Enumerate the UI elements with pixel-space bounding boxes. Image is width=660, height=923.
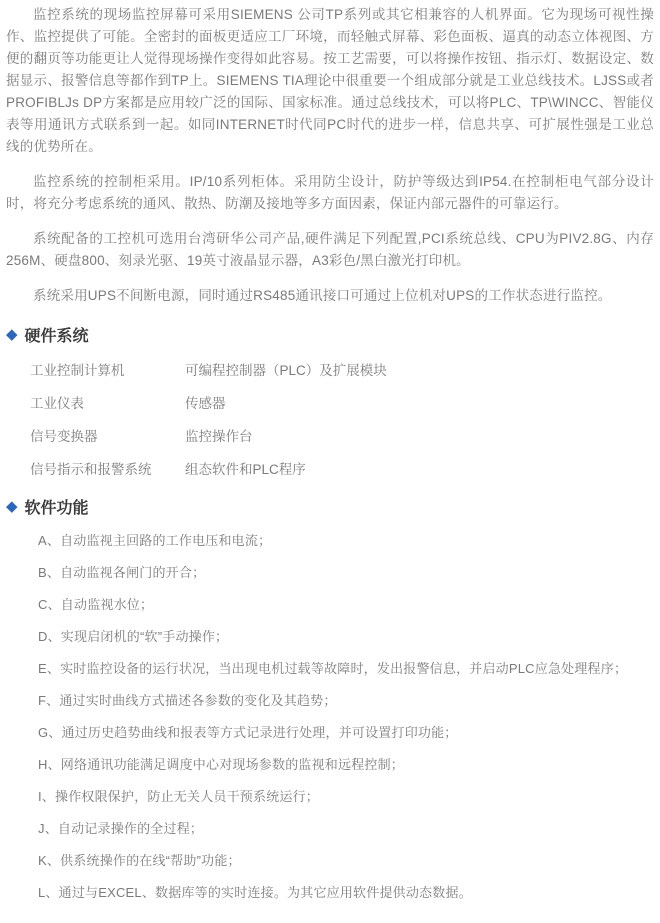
list-item: B、自动监视各闸门的开合； [38, 565, 206, 580]
row-label: 工业控制计算机 [30, 363, 125, 378]
list-item: F、通过实时曲线方式描述各参数的变化及其趋势； [38, 693, 337, 708]
software-function-list [6, 531, 654, 902]
section-header-software [6, 495, 654, 518]
list-item: A、自动监视主回路的工作电压和电流； [38, 533, 272, 548]
paragraph-control-cabinet: 监控系统的控制柜采用。IP/10系列柜体。采用防尘设计，防护等级达到IP54.在控制柜电气部分设计时，将充分考虑系统的通风、散热、防潮及接地等多方面因素，保证内部元器件的可靠运行。 [6, 174, 654, 211]
section-title-software: 软件功能 [24, 500, 89, 517]
list-item: H、网络通讯功能满足调度中心对现场参数的监视和远程控制； [38, 757, 404, 772]
list-item: D、实现启闭机的“软”手动操作； [38, 629, 229, 644]
section-header-hardware [6, 323, 654, 346]
list-item: E、实时监控设备的运行状况，当出现电机过载等故障时，发出报警信息，并启动PLC应急处理程序； [38, 661, 628, 676]
table-row [6, 396, 654, 412]
table-row [6, 363, 654, 379]
hardware-table [6, 363, 654, 478]
paragraph-ups: 系统采用UPS不间断电源，同时通过RS485通讯接口可通过上位机对UPS的工作状态进行监控。 [33, 288, 612, 303]
table-row [6, 429, 654, 445]
list-item: C、自动监视水位； [38, 597, 154, 612]
list-item: L、通过与EXCEL、数据库等的实时连接。为其它应用软件提供动态数据。 [38, 885, 472, 900]
section-title-hardware: 硬件系统 [24, 328, 89, 345]
row-label: 工业仪表 [30, 396, 84, 411]
row-value: 监控操作台 [185, 429, 253, 444]
row-label: 信号变换器 [30, 429, 98, 444]
row-label: 信号指示和报警系统 [30, 462, 152, 477]
diamond-icon: ◆ [6, 326, 18, 343]
row-value: 组态软件和PLC程序 [185, 462, 306, 477]
table-row [6, 462, 654, 478]
diamond-icon: ◆ [6, 498, 18, 515]
paragraph-ipc-config: 系统配备的工控机可选用台湾研华公司产品,硬件满足下列配置,PCI系统总线、CPU为PIV2.8G、内存256M、硬盘800、刻录光驱、19英寸液晶显示器，A3彩色/黑白激光打印机。 [6, 231, 654, 268]
row-value: 可编程控制器（PLC）及扩展模块 [185, 363, 387, 378]
list-item: J、自动记录操作的全过程； [38, 821, 204, 836]
intro-paragraph-screen: 监控系统的现场监控屏幕可采用SIEMENS 公司TP系列或其它相兼容的人机界面。它为现场可视性操作、监控提供了可能。全密封的面板更适应工厂环境，而轻触式屏幕、彩色面板、逼真的动态立体视图、方便的翻页等功能更让人觉得现场操作变得如此容易。按工艺需要，可以将操作按钮、指示灯、数据设定、数据显示、报警信息等都作到TP上。SIEMENS TIA理论中很重要一个组成部分就是工业总线技术。LJSS或者PROFIBLJs DP方案都是应用较广泛的国际、国家标准。通过总线技术，可以将PLC、TP\WINCC、智能仪表等用通讯方式联系到一起。如同INTERNET时代同PC时代的进步一样，信息共享、可扩展性强是工业总线的优势所在。 [6, 7, 654, 154]
list-item: I、操作权限保护，防止无关人员干预系统运行； [38, 789, 320, 804]
list-item: G、通过历史趋势曲线和报表等方式记录进行处理，并可设置打印功能； [38, 725, 458, 740]
list-item: K、供系统操作的在线“帮助”功能； [38, 853, 241, 868]
row-value: 传感器 [185, 396, 226, 411]
